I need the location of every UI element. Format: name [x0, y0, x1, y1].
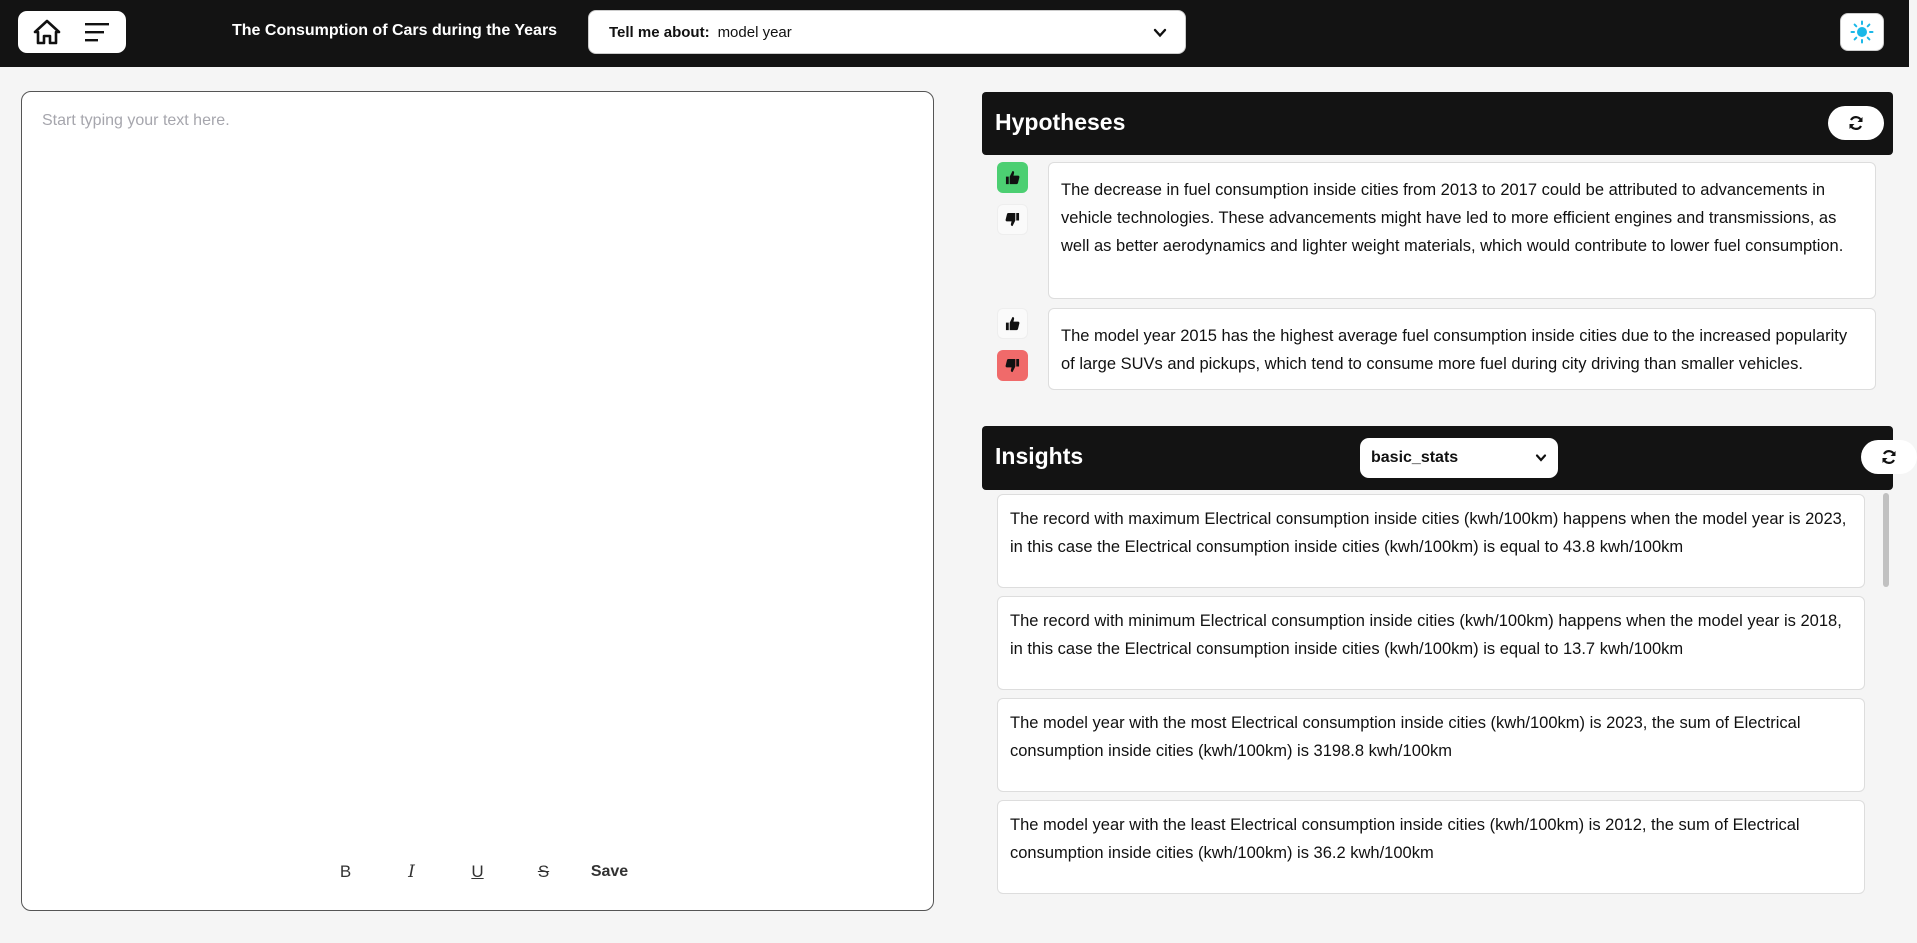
refresh-icon [1881, 449, 1897, 465]
tell-me-label: Tell me about: [609, 23, 710, 41]
underline-button[interactable] [445, 858, 511, 886]
bold-button[interactable] [313, 858, 379, 886]
insights-header [982, 426, 1893, 490]
hypotheses-header [982, 92, 1893, 155]
insight-item: The model year with the least Electrical consumption inside cities (kwh/100km) is 2012, the sum of Electrical consumption inside cities (kwh/100km) is 36.2 kwh/100km [997, 800, 1865, 894]
tell-me-value: model year [717, 23, 792, 41]
thumbs-down-icon [1005, 212, 1020, 227]
app-title: The Consumption of Cars during the Years [232, 22, 558, 39]
thumbs-up-button[interactable] [997, 308, 1028, 339]
thumbs-up-button[interactable] [997, 162, 1028, 193]
home-icon[interactable] [34, 20, 60, 44]
insight-item: The record with minimum Electrical consumption inside cities (kwh/100km) happens when the model year is 2018, in this case the Electrical consumption inside cities (kwh/100km) is equal to 13.7 kwh/100km [997, 596, 1865, 690]
menu-icon[interactable] [84, 21, 110, 43]
insights-type-select[interactable] [1360, 438, 1558, 478]
insights-type-value: basic_stats [1371, 449, 1459, 466]
chevron-down-icon [1153, 26, 1167, 40]
text-editor [21, 91, 934, 911]
insight-item: The model year with the most Electrical consumption inside cities (kwh/100km) is 2023, the sum of Electrical consumption inside cities (kwh/100km) is 3198.8 kwh/100km [997, 698, 1865, 792]
thumbs-down-button[interactable] [997, 350, 1028, 381]
hypothesis-text: The model year 2015 has the highest average fuel consumption inside cities due to the increased popularity of large SUVs and pickups, which tend to consume more fuel during city driving than smaller vehicles. [1048, 308, 1876, 390]
thumbs-up-icon [1005, 170, 1020, 185]
strikethrough-button[interactable] [511, 858, 577, 886]
hypothesis-text: The decrease in fuel consumption inside cities from 2013 to 2017 could be attributed to advancements in vehicle technologies. These advancements might have led to more efficient engines and transmissions, as well as better aerodynamics and lighter weight materials, which would contribute to lower fuel consumption. [1048, 162, 1876, 299]
underline-label: U [471, 862, 484, 881]
thumbs-up-icon [1005, 316, 1020, 331]
top-bar [0, 0, 1909, 67]
bold-label: B [339, 862, 352, 881]
insight-item: The record with maximum Electrical consumption inside cities (kwh/100km) happens when the model year is 2023, in this case the Electrical consumption inside cities (kwh/100km) is equal to 43.8 kwh/100km [997, 494, 1865, 588]
sun-icon [1850, 20, 1874, 44]
hypothesis-item [996, 308, 1876, 390]
strikethrough-label: S [537, 862, 550, 881]
insights-refresh-button[interactable] [1861, 440, 1917, 474]
editor-toolbar [22, 858, 933, 886]
theme-toggle-button[interactable] [1840, 13, 1884, 51]
thumbs-down-icon [1005, 358, 1020, 373]
italic-button[interactable] [379, 858, 445, 886]
insights-scrollbar[interactable] [1883, 493, 1889, 587]
chevron-down-icon [1535, 452, 1547, 464]
nav-pill [18, 11, 126, 53]
italic-label: I [408, 862, 415, 882]
editor-textarea[interactable] [42, 112, 912, 812]
refresh-icon [1848, 115, 1864, 131]
insights-title: Insights [995, 443, 1084, 469]
hypotheses-title: Hypotheses [995, 109, 1126, 135]
save-button[interactable]: Save [590, 863, 629, 880]
insights-list[interactable] [982, 490, 1893, 892]
thumbs-down-button[interactable] [997, 204, 1028, 235]
tell-me-about-select[interactable] [588, 10, 1186, 54]
hypothesis-item [996, 162, 1876, 300]
hypotheses-refresh-button[interactable] [1828, 106, 1884, 140]
